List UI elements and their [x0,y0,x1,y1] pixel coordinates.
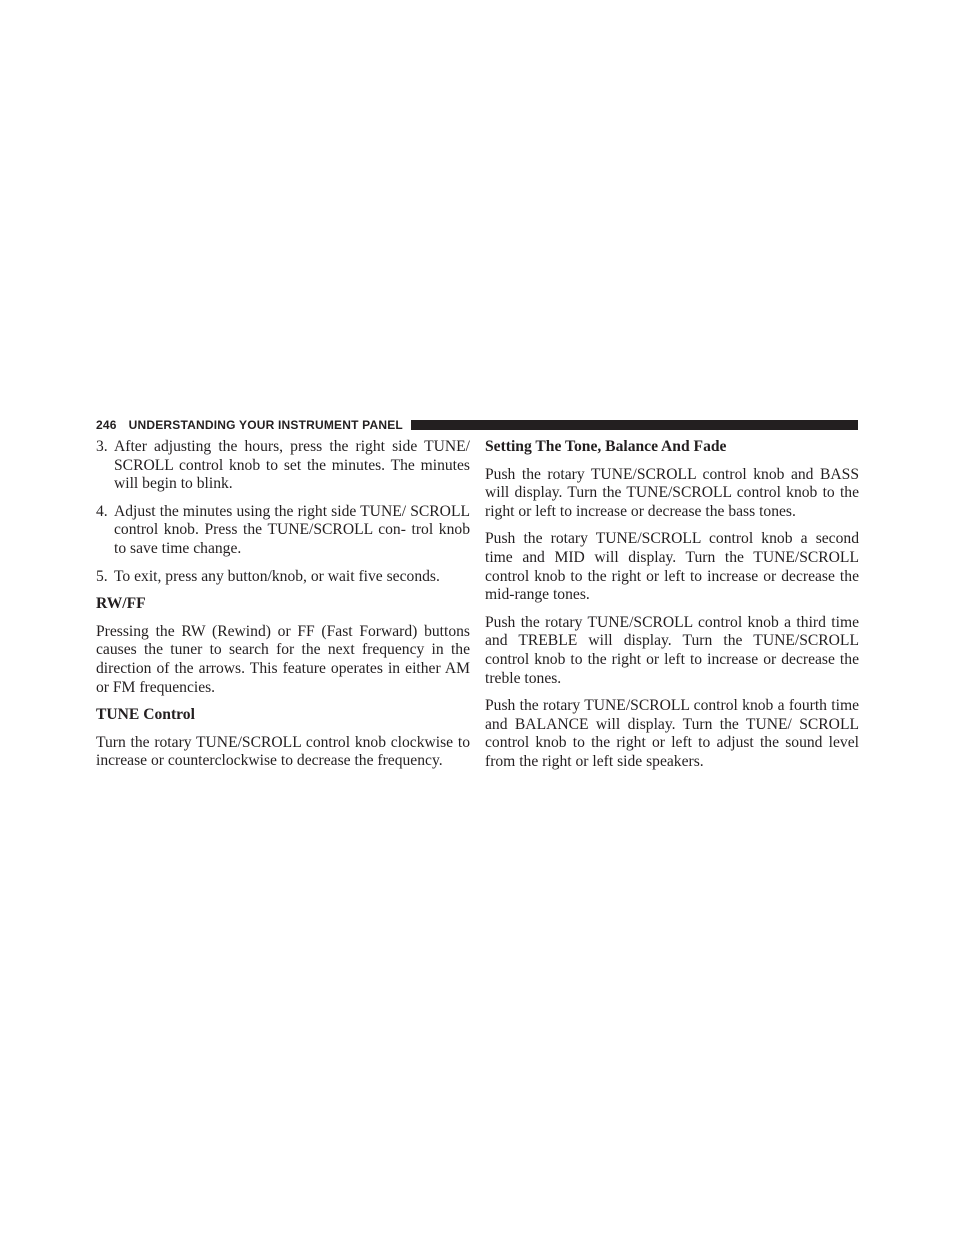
section-title: UNDERSTANDING YOUR INSTRUMENT PANEL [128,418,403,432]
header-rule [411,420,858,430]
bass-paragraph: Push the rotary TUNE/SCROLL control knob and BASS will display. Turn the TUNE/SCROLL control knob to the right or left to increase or decrease the bass tones. [485,465,859,520]
list-item [96,438,470,494]
list-item [96,568,470,587]
left-column [96,438,470,780]
tune-control-heading: TUNE Control [96,706,195,724]
tone-balance-fade-heading: Setting The Tone, Balance And Fade [485,438,727,455]
list-text: To exit, press any button/knob, or wait five seconds. [114,567,440,585]
rwff-paragraph: Pressing the RW (Rewind) or FF (Fast Forward) buttons causes the tuner to search for the next frequency in the direction of the arrows. This feature operates in either AM or FM frequencies. [96,622,470,696]
list-number: 5. [96,567,108,585]
page-header [96,416,858,434]
list-text: After adjusting the hours, press the right side TUNE/ SCROLL control knob to set the minutes. The minutes will begin to blink. [114,438,470,493]
treble-paragraph: Push the rotary TUNE/SCROLL control knob a third time and TREBLE will display. Turn the TUNE/SCROLL control knob to the right or left to increase or decrease the treble tones. [485,613,859,687]
list-text: Adjust the minutes using the right side TUNE/ SCROLL control knob. Press the TUNE/SCROLL con- trol knob to save time change. [114,502,470,557]
balance-paragraph: Push the rotary TUNE/SCROLL control knob a fourth time and BALANCE will display. Turn the TUNE/ SCROLL control knob to the right or left to adjust the sound level from the right or left side speakers. [485,697,859,770]
list-number: 4. [96,502,108,520]
mid-paragraph: Push the rotary TUNE/SCROLL control knob a second time and MID will display. Turn the TUNE/SCROLL control knob to the right or left to increase or decrease the mid-range tones. [485,530,859,604]
tune-control-paragraph: Turn the rotary TUNE/SCROLL control knob clockwise to increase or counterclockwise to decrease the frequency. [96,733,470,770]
rwff-heading: RW/FF [96,595,146,613]
page-number: 246 [96,418,117,432]
list-item [96,503,470,559]
list-number: 3. [96,438,108,455]
right-column [485,438,859,781]
